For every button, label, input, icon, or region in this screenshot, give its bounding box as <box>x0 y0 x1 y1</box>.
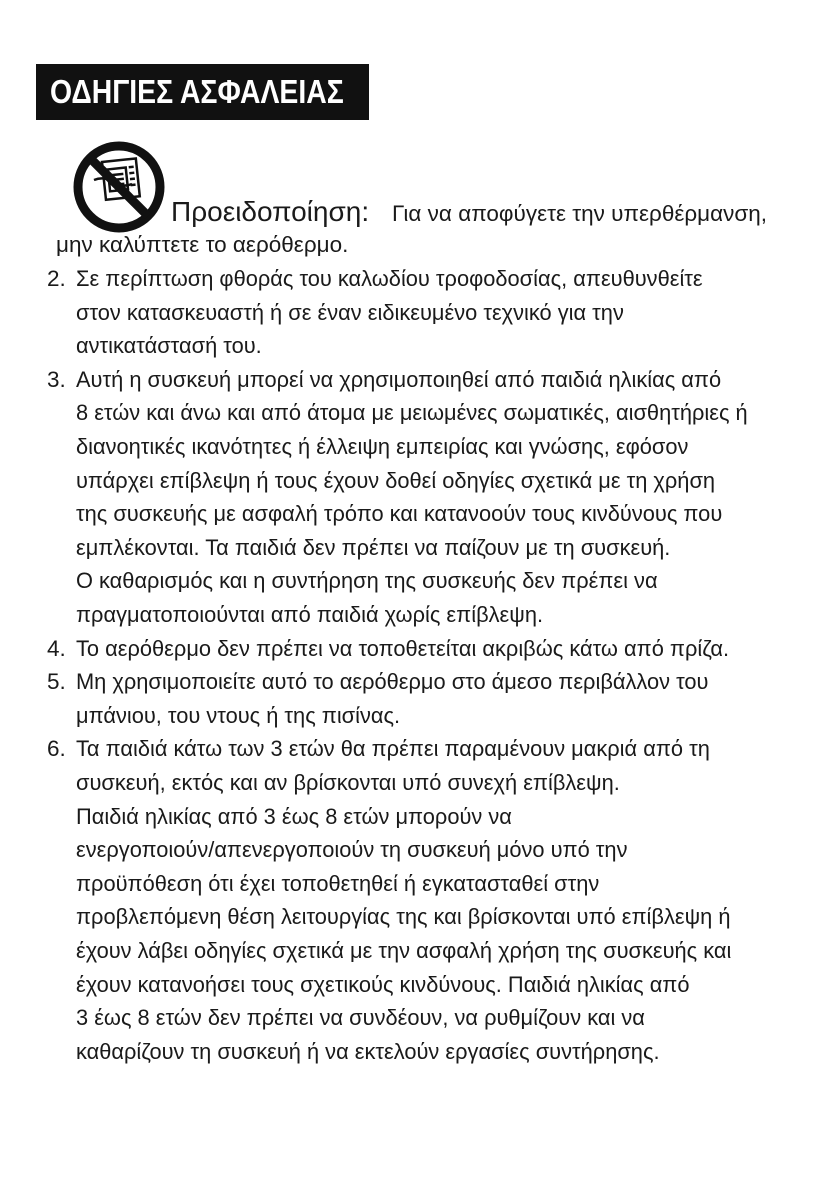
list-item-number: 4. <box>47 635 66 661</box>
list-item-line: προβλεπόμενη θέση λειτουργίας της και βρίσκονται υπό επίβλεψη ή <box>76 904 731 930</box>
section-title-banner <box>36 64 369 120</box>
list-item-line: Σε περίπτωση φθοράς του καλωδίου τροφοδοσίας, απευθυνθείτε <box>76 266 703 291</box>
list-item-line: της συσκευής με ασφαλή τρόπο και κατανοούν τους κινδύνους που <box>76 501 723 527</box>
warning-heading: Προειδοποίηση: <box>171 196 370 227</box>
list-item-line: διανοητικές ικανότητες ή έλλειψη εμπειρίας και γνώσης, εφόσον <box>76 434 689 459</box>
list-item-line: μπάνιου, του ντους ή της πισίνας. <box>76 702 401 728</box>
list-item-number: 3. <box>47 366 66 392</box>
warning-text-line-1: Για να αποφύγετε την υπερθέρμανση, <box>392 201 768 226</box>
list-item-line: συσκευή, εκτός και αν βρίσκονται υπό συνεχή επίβλεψη. <box>76 770 620 795</box>
list-item-line: πραγματοποιούνται από παιδιά χωρίς επίβλεψη. <box>76 602 544 627</box>
do-not-cover-icon <box>72 140 166 234</box>
list-item-line: Παιδιά ηλικίας από 3 έως 8 ετών μπορούν να <box>76 803 512 829</box>
list-item-line: στον κατασκευαστή ή σε έναν ειδικευμένο τεχνικό για την <box>76 299 624 325</box>
list-item-line: υπάρχει επίβλεψη ή τους έχουν δοθεί οδηγίες σχετικά με τη χρήση <box>76 467 716 493</box>
list-item-line: Ο καθαρισμός και η συντήρηση της συσκευής δεν πρέπει να <box>76 568 658 594</box>
list-item-line: 8 ετών και άνω και από άτομα με μειωμένες σωματικές, αισθητήριες ή <box>76 400 748 426</box>
list-item-line: καθαρίζουν τη συσκευή ή να εκτελούν εργασίες συντήρησης. <box>76 1038 660 1064</box>
list-item-line: έχουν λάβει οδηγίες σχετικά με την ασφαλή χρήση της συσκευής και <box>76 938 732 963</box>
list-item-number: 5. <box>47 669 66 695</box>
list-item-line: 3 έως 8 ετών δεν πρέπει να συνδέουν, να ρυθμίζουν και να <box>76 1005 645 1031</box>
list-item-line: Αυτή η συσκευή μπορεί να χρησιμοποιηθεί από παιδιά ηλικίας από <box>76 366 722 392</box>
list-item-number: 2. <box>47 266 66 291</box>
list-item-line: εμπλέκονται. Τα παιδιά δεν πρέπει να παίζουν με τη συσκευή. <box>76 534 671 560</box>
list-item-line: αντικατάστασή του. <box>76 333 262 359</box>
list-item-line: Το αερόθερμο δεν πρέπει να τοποθετείται ακριβώς κάτω από πρίζα. <box>76 635 730 661</box>
list-item-line: προϋπόθεση ότι έχει τοποθετηθεί ή εγκατασταθεί στην <box>76 870 600 896</box>
list-item-number: 6. <box>47 736 66 762</box>
section-title: ΟΔΗΓΙΕΣ ΑΣΦΑΛΕΙΑΣ <box>50 73 344 110</box>
list-item-line: Μη χρησιμοποιείτε αυτό το αερόθερμο στο άμεσο περιβάλλον του <box>76 669 709 695</box>
list-item-line: έχουν κατανοήσει τους σχετικούς κινδύνους. Παιδιά ηλικίας από <box>76 971 690 997</box>
warning-text-line-2: μην καλύπτετε το αερόθερμο. <box>56 232 349 257</box>
list-item-line: Τα παιδιά κάτω των 3 ετών θα πρέπει παραμένουν μακριά από τη <box>76 736 710 762</box>
list-item-line: ενεργοποιούν/απενεργοποιούν τη συσκευή μόνο υπό την <box>76 837 628 863</box>
